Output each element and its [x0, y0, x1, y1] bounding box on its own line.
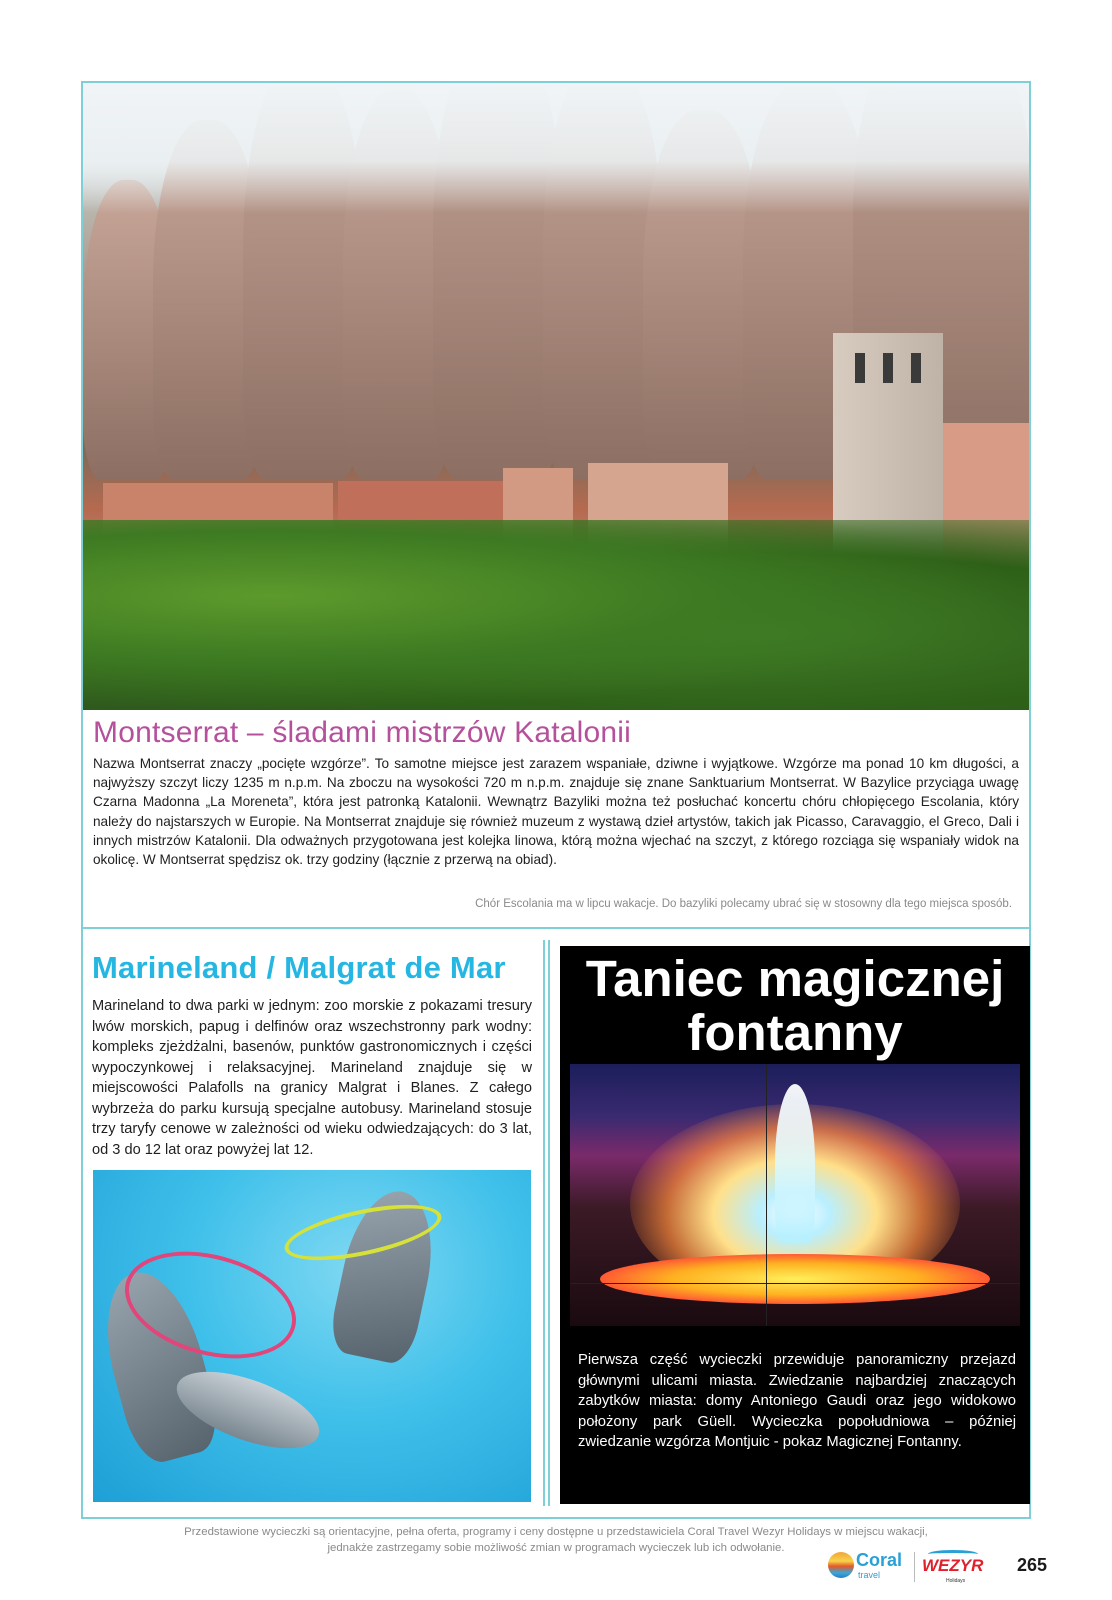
dolphin-photo [93, 1170, 531, 1502]
fountain-title [560, 952, 1030, 1060]
fountain-title-line2: fontanny [687, 1004, 903, 1061]
page-number: 265 [1017, 1555, 1048, 1575]
fountain-jet [775, 1084, 815, 1244]
guide-line [570, 1283, 1020, 1284]
brand-logos [828, 1550, 988, 1590]
fountain-basin [600, 1254, 990, 1304]
coral-logo-icon [828, 1552, 854, 1578]
montserrat-title: Montserrat – śladami mistrzów Katalonii [93, 716, 631, 749]
tower-window [883, 353, 893, 383]
footer-line2: jednakże zastrzegamy sobie możliwość zmian w programach wycieczek lub ich odwołanie. [327, 1541, 785, 1554]
marineland-body: Marineland to dwa parki w jednym: zoo morskie z pokazami tresury lwów morskich, papug i delfinów oraz wszechstronny park wodny: kompleks zjeżdżalni, basenów, punktów gastronomicznych i części wypoczynkowej i relaksacyjnej. Marineland znajduje się w miejscowości Palafolls na granicy Malgrat i Blanes. Z całego wybrzeża do parku kursują specjalne autobusy. Marineland stosuje trzy taryfy cenowe w zależności od wieku odwiedzających: do 3 lat, od 3 do 12 lat oraz powyżej lat 12. [92, 998, 532, 1158]
section-divider [83, 927, 1029, 929]
fog [83, 83, 1029, 213]
logo-divider [914, 1552, 915, 1582]
wezyr-logo-sub: Holidays [946, 1578, 966, 1584]
tower-window [855, 353, 865, 383]
trees [83, 520, 1029, 710]
fountain-photo [570, 1064, 1020, 1326]
column-divider [548, 940, 550, 1506]
montserrat-note: Chór Escolania ma w lipcu wakacje. Do bazyliki polecamy ubrać się w stosowny dla tego miejsca sposób. [475, 898, 1012, 910]
guide-line [766, 1064, 767, 1326]
tower-window [911, 353, 921, 383]
marineland-title: Marineland / Malgrat de Mar [92, 950, 506, 985]
footer-line1: Przedstawione wycieczki są orientacyjne, pełna oferta, programy i ceny dostępne u przedstawiciela Coral Travel Wezyr Holidays w miejscu wakacji, [184, 1526, 928, 1538]
fountain-panel [560, 946, 1030, 1504]
wezyr-logo-text: WEZYR [922, 1556, 984, 1575]
column-divider [543, 940, 545, 1506]
fountain-body: Pierwsza część wycieczki przewiduje panoramiczny przejazd głównymi ulicami miasta. Zwiedzanie najbardziej znaczących zabytków miasta: domy Antoniego Gaudi oraz jego widokowo położony park Güell. Wycieczka popołudniowa – później zwiedzanie wzgórza Montjuic - pokaz Magicznej Fontanny. [578, 1352, 1016, 1450]
coral-logo-sub: travel [858, 1570, 881, 1580]
fountain-title-line1: Taniec magicznej [585, 950, 1005, 1007]
coral-logo-text: Coral [856, 1550, 903, 1570]
montserrat-body: Nazwa Montserrat znaczy „pocięte wzgórze”. To samotne miejsce jest zarazem wspaniałe, dziwne i wyjątkowe. Wzgórze ma ponad 10 km długości, a najwyższy szczyt liczy 1235 m n.p.m. Na zboczu na wysokości 720 m n.p.m. znajduje się znane Sanktuarium Montserrat. W Bazylice przyciąga uwagę Czarna Madonna „La Moreneta”, która jest patronką Katalonii. Wewnątrz Bazyliki można też posłuchać koncertu chóru chłopięcego Escolania, który należy do najstarszych w Europie. Na Montserrat znajduje się również muzeum z wystawą dzieł artystów, takich jak Picasso, Caravaggio, el Greco, Dali i innych mistrzów Katalonii. Dla odważnych przygotowana jest kolejka linowa, którą można wjechać na szczyt, z którego rozciąga się wspaniały widok na okolicę. W Montserrat spędzisz ok. trzy godziny (łącznie z przerwą na obiad). [93, 756, 1019, 868]
montserrat-photo [83, 83, 1029, 710]
